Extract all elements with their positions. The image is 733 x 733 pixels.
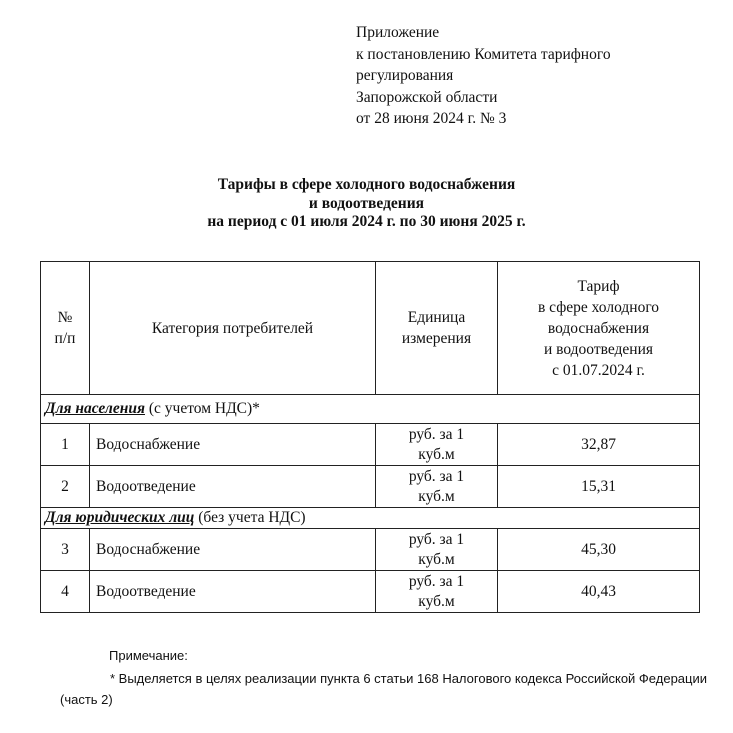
note-heading: Примечание: <box>109 648 188 663</box>
section-row-legal-entities <box>41 508 700 529</box>
table-row <box>41 466 700 508</box>
table-row <box>41 529 700 571</box>
row-unit-line: куб.м <box>418 445 455 463</box>
row-category: Водоснабжение <box>90 424 376 466</box>
row-number: 1 <box>41 424 90 466</box>
header-unit-line: Единица <box>407 309 466 326</box>
appendix-line: регулирования <box>356 67 454 84</box>
row-tariff-value: 15,31 <box>498 466 700 508</box>
row-number: 2 <box>41 466 90 508</box>
row-tariff-value: 32,87 <box>498 424 700 466</box>
section-title-bold: Для юридических лиц <box>45 509 195 526</box>
row-unit-line: руб. за 1 <box>408 530 465 548</box>
header-unit <box>376 262 498 395</box>
document-title <box>0 176 733 232</box>
row-unit-line: куб.м <box>418 487 455 505</box>
tariffs-table <box>40 261 700 613</box>
row-unit <box>376 424 498 466</box>
appendix-line: от 28 июня 2024 г. № 3 <box>356 110 507 127</box>
row-unit-line: руб. за 1 <box>408 467 465 485</box>
row-tariff-value: 45,30 <box>498 529 700 571</box>
header-tariff-line: в сфере холодного <box>537 298 660 316</box>
row-category: Водоотведение <box>90 466 376 508</box>
header-tariff-line: и водоотведения <box>543 340 654 358</box>
row-unit <box>376 466 498 508</box>
title-line: Тарифы в сфере холодного водоснабжения <box>217 176 516 193</box>
note-text: * Выделяется в целях реализации пункта 6 статьи 168 Налогового кодекса Российской Федерации (часть 2) <box>60 671 707 707</box>
header-number-line: № <box>57 309 73 326</box>
table-header-row <box>41 262 700 395</box>
appendix-block <box>356 22 611 130</box>
header-unit-line: измерения <box>401 330 472 347</box>
row-number: 4 <box>41 571 90 613</box>
row-number: 3 <box>41 529 90 571</box>
header-number-line: п/п <box>54 330 76 347</box>
row-unit <box>376 529 498 571</box>
row-category: Водоснабжение <box>90 529 376 571</box>
section-title <box>41 395 700 424</box>
row-tariff-value: 40,43 <box>498 571 700 613</box>
row-unit-line: куб.м <box>418 592 455 610</box>
header-category: Категория потребителей <box>90 262 376 395</box>
row-unit-line: руб. за 1 <box>408 572 465 590</box>
row-unit-line: куб.м <box>418 550 455 568</box>
section-row-population <box>41 395 700 424</box>
appendix-line: к постановлению Комитета тарифного <box>356 45 611 63</box>
title-line: на период с 01 июля 2024 г. по 30 июня 2025 г. <box>207 213 526 230</box>
section-title-bold: Для населения <box>45 400 145 417</box>
row-category: Водоотведение <box>90 571 376 613</box>
section-title-rest: (с учетом НДС)* <box>144 400 260 417</box>
header-tariff <box>498 262 700 395</box>
appendix-line: Приложение <box>356 24 440 41</box>
table-row <box>41 571 700 613</box>
header-tariff-line: с 01.07.2024 г. <box>552 361 645 379</box>
title-line: и водоотведения <box>308 194 425 212</box>
header-number <box>41 262 90 395</box>
section-title <box>41 508 700 529</box>
section-title-rest: (без учета НДС) <box>194 509 306 526</box>
header-tariff-line: Тариф <box>577 277 620 295</box>
table-row <box>41 424 700 466</box>
row-unit <box>376 571 498 613</box>
row-unit-line: руб. за 1 <box>408 425 465 443</box>
appendix-line: Запорожской области <box>356 88 498 106</box>
header-tariff-line: водоснабжения <box>547 319 650 337</box>
